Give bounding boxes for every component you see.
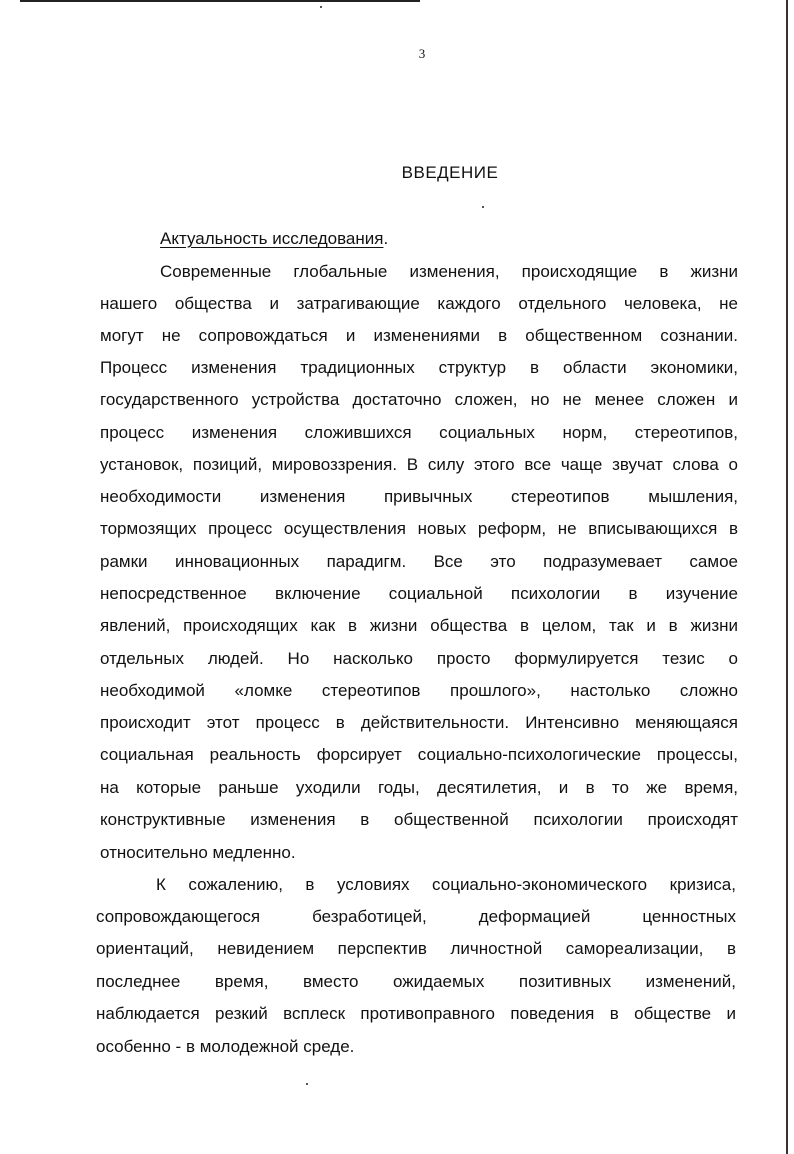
scan-speck <box>320 6 322 8</box>
paragraph-1-line: рамки инновационных парадигм. Все это подразумевает самое <box>100 552 738 571</box>
paragraph-2-line: особенно - в молодежной среде. <box>96 1037 355 1056</box>
paragraph-1-line: государственного устройства достаточно сложен, но не менее сложен и <box>100 390 738 409</box>
paragraph-1-line: отдельных людей. Но насколько просто формулируется тезис о <box>100 649 738 668</box>
paragraph-1-line: явлений, происходящих как в жизни общества в целом, так и в жизни <box>100 616 738 635</box>
subheading-punct: . <box>383 229 389 248</box>
paragraph-1-line: относительно медленно. <box>100 843 296 862</box>
paragraph-1-line: Процесс изменения традиционных структур в области экономики, <box>100 358 738 377</box>
paragraph-1-line: могут не сопровождаться и изменениями в общественном сознании. <box>100 326 738 345</box>
paragraph-2-line: сопровождающегося безработицей, деформацией ценностных <box>96 907 736 926</box>
scan-speck <box>306 1083 308 1085</box>
paragraph-1-line: Современные глобальные изменения, происходящие в жизни <box>160 262 738 281</box>
paragraph-2-line: последнее время, вместо ожидаемых позитивных изменений, <box>96 972 736 991</box>
paragraph-2-line: ориентаций, невидением перспектив личностной самореализации, в <box>96 939 736 958</box>
paragraph-2-line: наблюдается резкий всплеск противоправного поведения в обществе и <box>96 1004 736 1023</box>
section-heading: ВВЕДЕНИЕ <box>401 163 499 182</box>
subheading <box>160 229 388 249</box>
page-number: 3 <box>418 46 426 61</box>
paragraph-1-line: установок, позиций, мировоззрения. В силу этого все чаще звучат слова о <box>100 455 738 474</box>
paragraph-1-line: процесс изменения сложившихся социальных норм, стереотипов, <box>100 423 738 442</box>
paragraph-1-line: непосредственное включение социальной психологии в изучение <box>100 584 738 603</box>
scan-edge-top <box>20 0 420 2</box>
paragraph-1-line: необходимости изменения привычных стереотипов мышления, <box>100 487 738 506</box>
paragraph-1-line: на которые раньше уходили годы, десятилетия, и в то же время, <box>100 778 738 797</box>
paragraph-1-line: происходит этот процесс в действительности. Интенсивно меняющаяся <box>100 713 738 732</box>
paragraph-1-line: конструктивные изменения в общественной психологии происходят <box>100 810 738 829</box>
paragraph-1-line: нашего общества и затрагивающие каждого отдельного человека, не <box>100 294 738 313</box>
paragraph-1-line: тормозящих процесс осуществления новых реформ, не вписывающихся в <box>100 519 738 538</box>
paragraph-1-line: социальная реальность форсирует социально-психологические процессы, <box>100 745 738 764</box>
paragraph-2-line: К сожалению, в условиях социально-экономического кризиса, <box>156 875 736 894</box>
subheading-text: Актуальность исследования <box>160 229 384 248</box>
paragraph-1-line: необходимой «ломке стереотипов прошлого», настолько сложно <box>100 681 738 700</box>
scan-speck <box>482 206 484 208</box>
